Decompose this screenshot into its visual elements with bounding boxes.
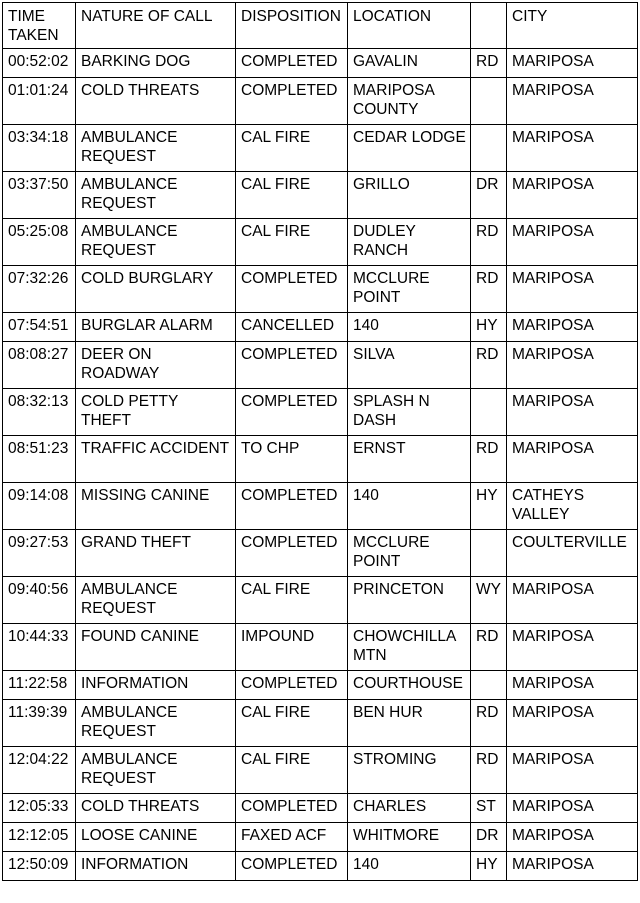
cell-city: MARIPOSA bbox=[507, 78, 638, 125]
cell-street-suffix: RD bbox=[471, 624, 507, 671]
cell-location: PRINCETON bbox=[348, 577, 471, 624]
cell-city: MARIPOSA bbox=[507, 389, 638, 436]
cell-city: MARIPOSA bbox=[507, 342, 638, 389]
cell-disposition: COMPLETED bbox=[236, 342, 348, 389]
cell-street-suffix bbox=[471, 78, 507, 125]
cell-nature-of-call: INFORMATION bbox=[76, 852, 236, 881]
cell-time-taken: 03:37:50 bbox=[3, 172, 76, 219]
cell-nature-of-call: AMBULANCE REQUEST bbox=[76, 219, 236, 266]
table-row bbox=[3, 49, 638, 78]
cell-nature-of-call: MISSING CANINE bbox=[76, 483, 236, 530]
cell-location: STROMING bbox=[348, 747, 471, 794]
cell-city: MARIPOSA bbox=[507, 219, 638, 266]
cell-time-taken: 07:32:26 bbox=[3, 266, 76, 313]
table-row bbox=[3, 436, 638, 483]
header-time-taken: TIME TAKEN bbox=[3, 3, 76, 49]
table-row bbox=[3, 313, 638, 342]
table-row bbox=[3, 794, 638, 823]
table-row bbox=[3, 219, 638, 266]
cell-city: COULTERVILLE bbox=[507, 530, 638, 577]
cell-city: MARIPOSA bbox=[507, 125, 638, 172]
cell-street-suffix: DR bbox=[471, 172, 507, 219]
cell-location: DUDLEY RANCH bbox=[348, 219, 471, 266]
cell-street-suffix: HY bbox=[471, 852, 507, 881]
cell-nature-of-call: DEER ON ROADWAY bbox=[76, 342, 236, 389]
cell-street-suffix: HY bbox=[471, 313, 507, 342]
cell-location: COURTHOUSE bbox=[348, 671, 471, 700]
cell-city: CATHEYS VALLEY bbox=[507, 483, 638, 530]
cell-disposition: COMPLETED bbox=[236, 852, 348, 881]
cell-disposition: COMPLETED bbox=[236, 266, 348, 313]
cell-disposition: COMPLETED bbox=[236, 389, 348, 436]
cell-disposition: CAL FIRE bbox=[236, 700, 348, 747]
cell-nature-of-call: GRAND THEFT bbox=[76, 530, 236, 577]
cell-city: MARIPOSA bbox=[507, 172, 638, 219]
cell-time-taken: 10:44:33 bbox=[3, 624, 76, 671]
cell-disposition: CAL FIRE bbox=[236, 747, 348, 794]
cell-location: MCCLURE POINT bbox=[348, 266, 471, 313]
table-row bbox=[3, 823, 638, 852]
cell-disposition: COMPLETED bbox=[236, 49, 348, 78]
cell-disposition: TO CHP bbox=[236, 436, 348, 483]
cell-location: WHITMORE bbox=[348, 823, 471, 852]
cell-street-suffix: RD bbox=[471, 700, 507, 747]
cell-location: ERNST bbox=[348, 436, 471, 483]
cell-time-taken: 01:01:24 bbox=[3, 78, 76, 125]
cell-location: SILVA bbox=[348, 342, 471, 389]
call-log-body bbox=[3, 49, 638, 881]
cell-location: MCCLURE POINT bbox=[348, 530, 471, 577]
cell-disposition: CAL FIRE bbox=[236, 125, 348, 172]
header-nature-of-call: NATURE OF CALL bbox=[76, 3, 236, 49]
table-row bbox=[3, 266, 638, 313]
cell-location: MARIPOSA COUNTY bbox=[348, 78, 471, 125]
cell-time-taken: 09:27:53 bbox=[3, 530, 76, 577]
cell-street-suffix: RD bbox=[471, 436, 507, 483]
cell-location: GAVALIN bbox=[348, 49, 471, 78]
cell-location: CHOWCHILLA MTN bbox=[348, 624, 471, 671]
cell-street-suffix: ST bbox=[471, 794, 507, 823]
cell-time-taken: 09:40:56 bbox=[3, 577, 76, 624]
table-row bbox=[3, 700, 638, 747]
cell-city: MARIPOSA bbox=[507, 577, 638, 624]
cell-time-taken: 12:05:33 bbox=[3, 794, 76, 823]
cell-location: CHARLES bbox=[348, 794, 471, 823]
cell-location: 140 bbox=[348, 852, 471, 881]
cell-city: MARIPOSA bbox=[507, 747, 638, 794]
cell-time-taken: 03:34:18 bbox=[3, 125, 76, 172]
cell-time-taken: 12:04:22 bbox=[3, 747, 76, 794]
table-row bbox=[3, 577, 638, 624]
cell-nature-of-call: COLD THREATS bbox=[76, 794, 236, 823]
cell-city: MARIPOSA bbox=[507, 794, 638, 823]
header-suffix bbox=[471, 3, 507, 49]
cell-street-suffix: RD bbox=[471, 747, 507, 794]
cell-street-suffix bbox=[471, 671, 507, 700]
cell-nature-of-call: COLD THREATS bbox=[76, 78, 236, 125]
cell-time-taken: 11:39:39 bbox=[3, 700, 76, 747]
cell-street-suffix: RD bbox=[471, 219, 507, 266]
cell-disposition: COMPLETED bbox=[236, 78, 348, 125]
cell-street-suffix: DR bbox=[471, 823, 507, 852]
cell-city: MARIPOSA bbox=[507, 700, 638, 747]
header-location: LOCATION bbox=[348, 3, 471, 49]
table-row bbox=[3, 530, 638, 577]
cell-street-suffix bbox=[471, 389, 507, 436]
cell-time-taken: 11:22:58 bbox=[3, 671, 76, 700]
cell-city: MARIPOSA bbox=[507, 266, 638, 313]
cell-nature-of-call: COLD BURGLARY bbox=[76, 266, 236, 313]
cell-location: 140 bbox=[348, 483, 471, 530]
cell-location: BEN HUR bbox=[348, 700, 471, 747]
table-row bbox=[3, 852, 638, 881]
cell-city: MARIPOSA bbox=[507, 49, 638, 78]
cell-nature-of-call: AMBULANCE REQUEST bbox=[76, 700, 236, 747]
cell-disposition: FAXED ACF bbox=[236, 823, 348, 852]
cell-disposition: CANCELLED bbox=[236, 313, 348, 342]
cell-nature-of-call: AMBULANCE REQUEST bbox=[76, 172, 236, 219]
table-row bbox=[3, 342, 638, 389]
cell-nature-of-call: FOUND CANINE bbox=[76, 624, 236, 671]
cell-disposition: CAL FIRE bbox=[236, 219, 348, 266]
cell-disposition: COMPLETED bbox=[236, 794, 348, 823]
cell-street-suffix: RD bbox=[471, 342, 507, 389]
call-log-table bbox=[2, 2, 638, 881]
cell-disposition: COMPLETED bbox=[236, 483, 348, 530]
cell-street-suffix: RD bbox=[471, 49, 507, 78]
cell-street-suffix bbox=[471, 125, 507, 172]
table-row bbox=[3, 747, 638, 794]
cell-time-taken: 09:14:08 bbox=[3, 483, 76, 530]
table-row bbox=[3, 483, 638, 530]
header-disposition: DISPOSITION bbox=[236, 3, 348, 49]
cell-disposition: CAL FIRE bbox=[236, 172, 348, 219]
header-row bbox=[3, 3, 638, 49]
cell-nature-of-call: TRAFFIC ACCIDENT bbox=[76, 436, 236, 483]
cell-nature-of-call: INFORMATION bbox=[76, 671, 236, 700]
cell-time-taken: 12:50:09 bbox=[3, 852, 76, 881]
cell-time-taken: 07:54:51 bbox=[3, 313, 76, 342]
cell-nature-of-call: LOOSE CANINE bbox=[76, 823, 236, 852]
cell-street-suffix: HY bbox=[471, 483, 507, 530]
cell-time-taken: 08:51:23 bbox=[3, 436, 76, 483]
cell-city: MARIPOSA bbox=[507, 823, 638, 852]
cell-nature-of-call: AMBULANCE REQUEST bbox=[76, 577, 236, 624]
cell-disposition: COMPLETED bbox=[236, 671, 348, 700]
cell-time-taken: 05:25:08 bbox=[3, 219, 76, 266]
cell-city: MARIPOSA bbox=[507, 436, 638, 483]
cell-disposition: COMPLETED bbox=[236, 530, 348, 577]
cell-street-suffix: RD bbox=[471, 266, 507, 313]
cell-street-suffix bbox=[471, 530, 507, 577]
cell-time-taken: 08:32:13 bbox=[3, 389, 76, 436]
cell-nature-of-call: BARKING DOG bbox=[76, 49, 236, 78]
cell-nature-of-call: COLD PETTY THEFT bbox=[76, 389, 236, 436]
cell-location: CEDAR LODGE bbox=[348, 125, 471, 172]
table-row bbox=[3, 624, 638, 671]
cell-city: MARIPOSA bbox=[507, 671, 638, 700]
cell-disposition: IMPOUND bbox=[236, 624, 348, 671]
cell-nature-of-call: AMBULANCE REQUEST bbox=[76, 747, 236, 794]
table-row bbox=[3, 78, 638, 125]
table-row bbox=[3, 172, 638, 219]
cell-location: SPLASH N DASH bbox=[348, 389, 471, 436]
table-row bbox=[3, 671, 638, 700]
cell-street-suffix: WY bbox=[471, 577, 507, 624]
cell-city: MARIPOSA bbox=[507, 624, 638, 671]
cell-nature-of-call: AMBULANCE REQUEST bbox=[76, 125, 236, 172]
table-row bbox=[3, 389, 638, 436]
cell-time-taken: 12:12:05 bbox=[3, 823, 76, 852]
cell-city: MARIPOSA bbox=[507, 313, 638, 342]
cell-time-taken: 00:52:02 bbox=[3, 49, 76, 78]
call-log-header bbox=[3, 3, 638, 49]
cell-disposition: CAL FIRE bbox=[236, 577, 348, 624]
cell-nature-of-call: BURGLAR ALARM bbox=[76, 313, 236, 342]
cell-city: MARIPOSA bbox=[507, 852, 638, 881]
cell-location: 140 bbox=[348, 313, 471, 342]
cell-location: GRILLO bbox=[348, 172, 471, 219]
table-row bbox=[3, 125, 638, 172]
header-city: CITY bbox=[507, 3, 638, 49]
cell-time-taken: 08:08:27 bbox=[3, 342, 76, 389]
